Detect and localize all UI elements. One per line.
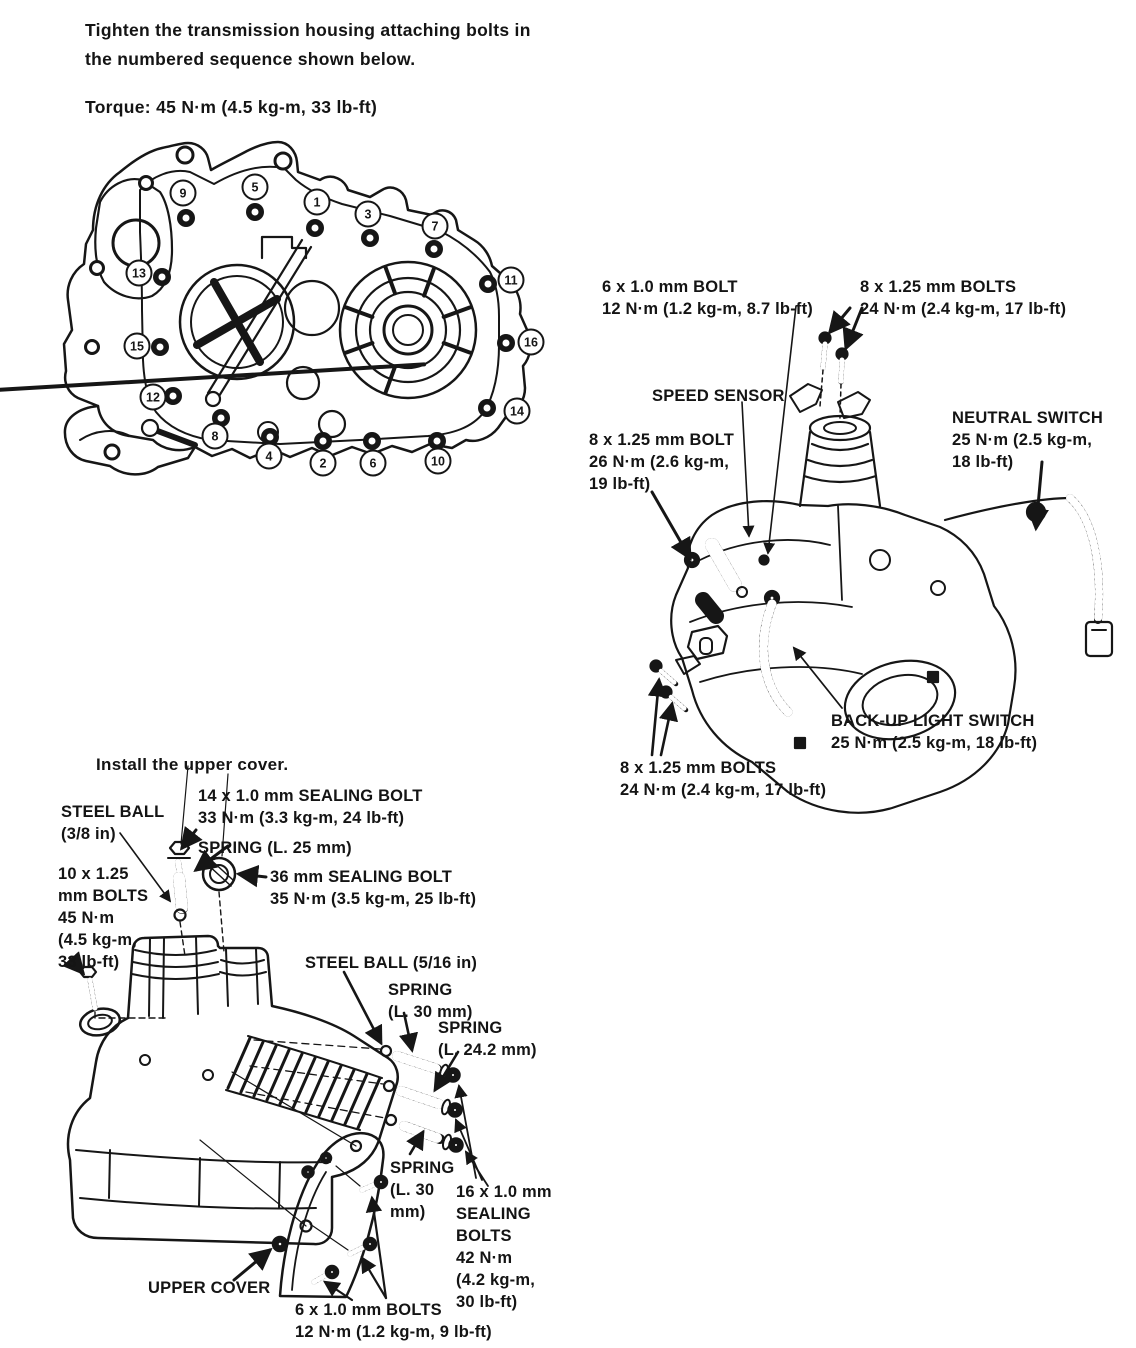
label-bolts-8x125-top: 8 x 1.25 mm BOLTS 24 N·m (2.4 kg-m, 17 lb-ft) [860,278,1067,318]
label-neutral-switch: NEUTRAL SWITCH 25 N·m (2.5 kg-m, 18 lb-ft) [952,409,1103,471]
label-sealing-bolts-16: 16 x 1.0 mm SEALING BOLTS 42 N·m (4.2 kg-m, 30 lb-ft) [456,1183,552,1311]
label-upper-cover: UPPER COVER [148,1279,271,1297]
label-steel-ball-516: STEEL BALL (5/16 in) [305,954,478,972]
label-sealing-bolt-14: 14 x 1.0 mm SEALING BOLT 33 N·m (3.3 kg-m, 24 lb-ft) [198,787,423,827]
sequence-callout-6: 6 [360,450,387,477]
sequence-callout-11: 11 [498,267,525,294]
label-bolt-6x10: 6 x 1.0 mm BOLT 12 N·m (1.2 kg-m, 8.7 lb-ft) [602,278,813,318]
sequence-callout-4: 4 [256,443,283,470]
label-spring-242: SPRING (L. 24.2 mm) [438,1019,537,1059]
sequence-callout-8: 8 [202,423,229,450]
sequence-callout-1: 1 [304,189,331,216]
install-note: Install the upper cover. [96,755,289,774]
label-bolt-8x125-26: 8 x 1.25 mm BOLT 26 N·m (2.6 kg-m, 19 lb-ft) [589,431,735,493]
intro-line: the numbered sequence shown below. [85,49,416,69]
label-spring-25: SPRING (L. 25 mm) [198,839,352,857]
sequence-callout-3: 3 [355,201,382,228]
label-bolts-8x125-bottom: 8 x 1.25 mm BOLTS 24 N·m (2.4 kg-m, 17 lb-ft) [620,759,827,799]
intro-paragraph [85,16,531,74]
sequence-callout-10: 10 [425,448,452,475]
label-steel-ball-38: STEEL BALL (3/8 in) [61,803,165,843]
sequence-callout-7: 7 [422,213,449,240]
sequence-callout-9: 9 [170,180,197,207]
sequence-callout-12: 12 [140,384,167,411]
label-spring-30-lower: SPRING (L. 30 mm) [390,1159,455,1221]
torque-spec: Torque: 45 N·m (4.5 kg-m, 33 lb-ft) [85,97,378,117]
label-backup-light-switch: BACK-UP LIGHT SWITCH 25 N·m (2.5 kg-m, 18 lb-ft) [831,712,1038,752]
sequence-callout-2: 2 [310,450,337,477]
label-spring-30-upper: SPRING (L. 30 mm) [388,981,473,1021]
sequence-callout-5: 5 [242,174,269,201]
label-sealing-bolt-36: 36 mm SEALING BOLT 35 N·m (3.5 kg-m, 25 lb-ft) [270,868,477,908]
label-bolts-10x125: 10 x 1.25 mm BOLTS 45 N·m (4.5 kg-m, 33 lb-ft) [58,865,149,971]
sequence-callout-16: 16 [518,329,545,356]
sequence-callout-13: 13 [126,260,153,287]
label-bolts-6x10: 6 x 1.0 mm BOLTS 12 N·m (1.2 kg-m, 9 lb-ft) [295,1301,492,1341]
label-speed-sensor: SPEED SENSOR [652,387,785,405]
intro-line: Tighten the transmission housing attaching bolts in [85,20,531,40]
sequence-callout-15: 15 [124,333,151,360]
sequence-callout-14: 14 [504,398,531,425]
